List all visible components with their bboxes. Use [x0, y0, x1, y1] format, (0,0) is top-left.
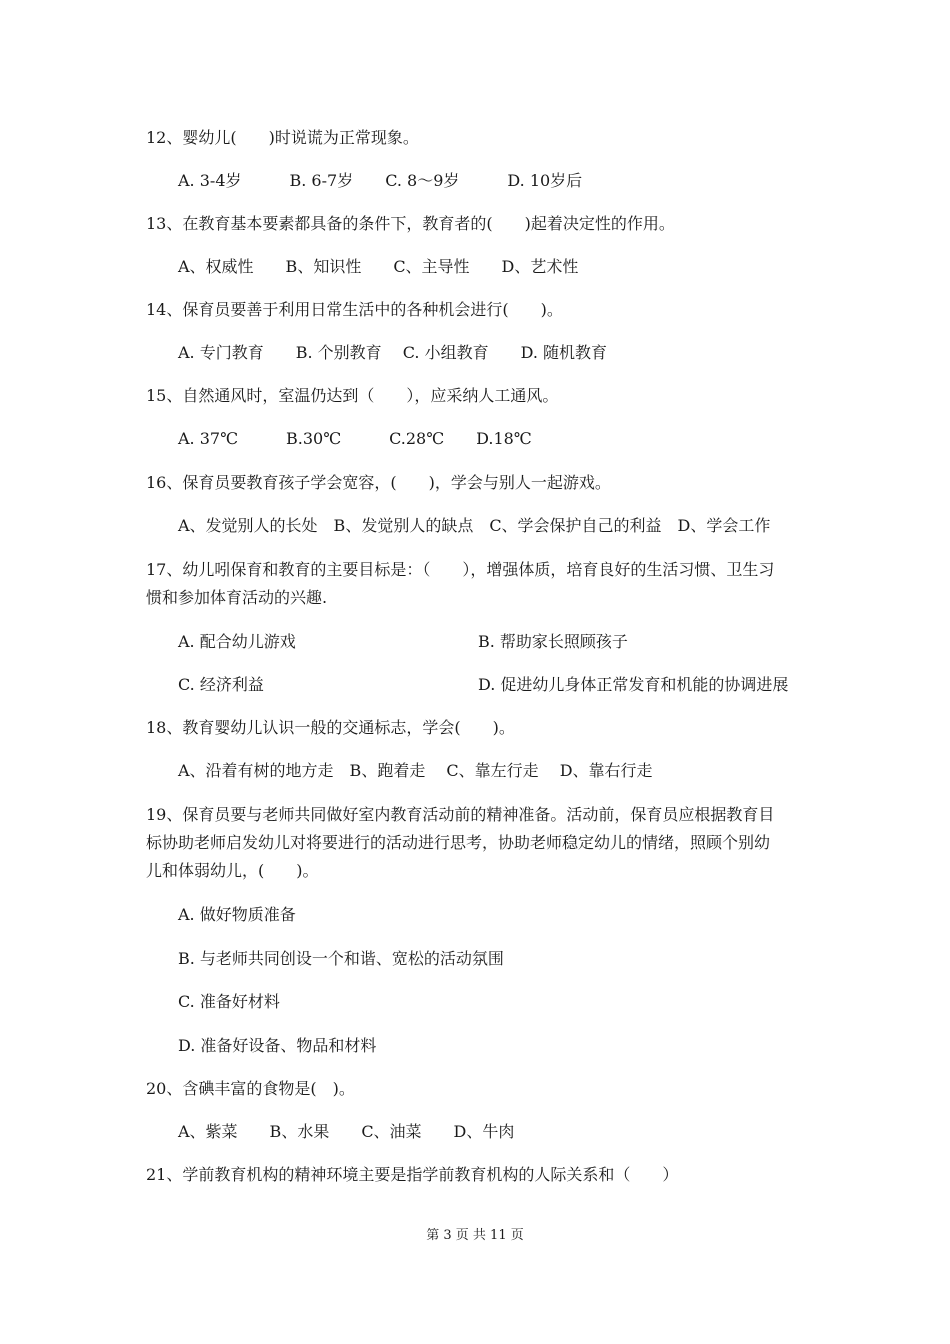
- q16-text: 16、保育员要教育孩子学会宽容，( )，学会与别人一起游戏。: [146, 473, 611, 492]
- q19-text-line2: 标协助老师启发幼儿对将要进行的活动进行思考，协助老师稳定幼儿的情绪，照顾个别幼: [146, 833, 771, 852]
- q18-options: A、沿着有树的地方走 B、跑着走 C、靠左行走 D、靠右行走: [178, 761, 653, 780]
- q18-text: 18、教育婴幼儿认识一般的交通标志，学会( )。: [146, 718, 515, 737]
- q13-text: 13、在教育基本要素都具备的条件下，教育者的( )起着决定性的作用。: [146, 214, 675, 233]
- q17-option-c: C. 经济利益: [178, 675, 264, 694]
- q19-text-line3: 儿和体弱幼儿，( )。: [146, 861, 319, 880]
- q21-text: 21、学前教育机构的精神环境主要是指学前教育机构的人际关系和（ ）: [146, 1165, 679, 1184]
- q17-option-b: B. 帮助家长照顾孩子: [478, 632, 628, 651]
- q15-options: A. 37℃ B.30℃ C.28℃ D.18℃: [178, 429, 532, 448]
- q12-text: 12、婴幼儿( )时说谎为正常现象。: [146, 128, 419, 147]
- q17-text-line2: 惯和参加体育活动的兴趣.: [146, 588, 328, 607]
- q20-options: A、紫菜 B、水果 C、油菜 D、牛肉: [178, 1122, 515, 1141]
- q15-text: 15、自然通风时，室温仍达到（ ），应采纳人工通风。: [146, 386, 559, 405]
- q19-option-a: A. 做好物质准备: [178, 905, 296, 924]
- q17-option-d: D. 促进幼儿身体正常发育和机能的协调进展: [478, 675, 789, 694]
- page-footer: 第 3 页 共 11 页: [426, 1228, 524, 1243]
- q12-options: A. 3-4岁 B. 6-7岁 C. 8～9岁 D. 10岁后: [178, 171, 583, 190]
- q17-option-a: A. 配合幼儿游戏: [178, 632, 296, 651]
- q16-options: A、发觉别人的长处 B、发觉别人的缺点 C、学会保护自己的利益 D、学会工作: [178, 516, 771, 535]
- q19-option-b: B. 与老师共同创设一个和谐、宽松的活动氛围: [178, 949, 504, 968]
- q13-options: A、权威性 B、知识性 C、主导性 D、艺术性: [178, 257, 579, 276]
- q19-text-line1: 19、保育员要与老师共同做好室内教育活动前的精神准备。活动前，保育员应根据教育目: [146, 805, 775, 824]
- q19-option-c: C. 准备好材料: [178, 992, 280, 1011]
- q14-text: 14、保育员要善于利用日常生活中的各种机会进行( )。: [146, 300, 563, 319]
- q14-options: A. 专门教育 B. 个别教育 C. 小组教育 D. 随机教育: [178, 343, 608, 362]
- q20-text: 20、含碘丰富的食物是( )。: [146, 1079, 355, 1098]
- q17-text-line1: 17、幼儿吲保育和教育的主要目标是：（ ），增强体质，培育良好的生活习惯、卫生习: [146, 560, 775, 579]
- q19-option-d: D. 准备好设备、物品和材料: [178, 1036, 377, 1055]
